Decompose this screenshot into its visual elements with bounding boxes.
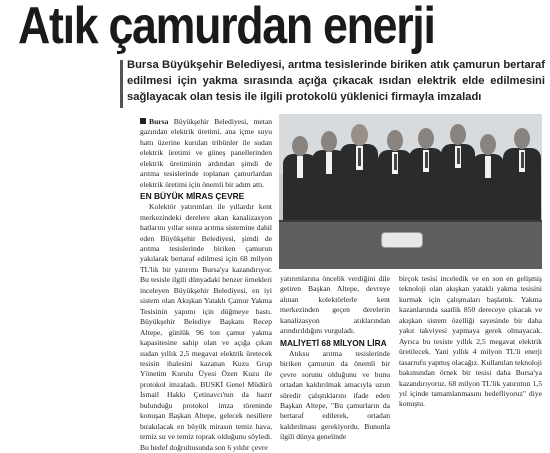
column-1-body: Kolektör yatırımları ile yıllardır kent merkezindeki derelere akan kanalizasyon hatlarını yıllar sonra arıtma sistemine dahil eden Büyükşehir Belediyesi, şimdi de arıtma tesislerinde biriken çamurun yakılarak bertaraf edilmesi için 68 milyon TL'lik bir yatırımı Bursa'ya kazandırıyor. Bu tesisle ilgili dünyadaki benzer örnekleri inceleyen Büyükşehir Belediyesi, en iyi sistem olan Akışkan Yataklı Çamur Yakma Tesisinin yapımı için düğmeye bastı. Büyükşehir Belediye Başkanı Recep Altepe, günlük 96 ton çamur yakma kapasitesine sahip olan ve açığa çıkan ısıdan yıllık 2,5 megavat elektrik üretecek tesisin ihalesini kazanan Kuzu Grup Yönetim Kurulu Üyesi Özen Kuzu ile protokol imzaladı. BUSKİ Genel Müdürü İsmail Hakkı Çetinavcı'nın da hazır bulunduğu protokol imza töreninde konuşan Başkan Altepe, gelecek nesillere bırakılacak en büyük mirasın temiz hava, temiz su ve temiz toprak olduğunu söyledi. Bu hedef doğrultusunda son 6 yıldır çevre	[140, 202, 272, 452]
article-column-3	[399, 274, 542, 409]
subheading-miras: EN BÜYÜK MİRAS ÇEVRE	[140, 191, 245, 202]
intro-bold: Bursa	[149, 117, 169, 126]
lead-paragraph: Bursa Büyükşehir Belediyesi, arıtma tesislerinde biriken atık çamurun bertaraf edilmesi için yakma sırasında açığa çıkacak ısıdan elektrik elde edilmesini sağlayacak olan tesis ile ilgili protokolü yüklenici firmayla imzaladı	[127, 59, 545, 104]
column-2-body-2: Atıksu arıtma tesislerinde biriken çamurun da önemli bir çevre sorunu olduğunu ve bunu ortadan kaldırılmak amacıyla uzun süredir çalıştıklarını ifade eden Başkan Altepe, "Bu çamurların da bertaraf edilerek, ortadan kaldırılması gerekiyordu. Bununla ilgili dünya genelinde	[280, 348, 390, 442]
intro-text: Büyükşehir Belediyesi, metan gazından elektrik üretimi, ana içme suyu hattı üzerine kurulan tribünler ile sudan elektrik üretimi ve güneş panellerinden elektrik üretiminin ardından şimdi de arıtma tesislerinde toplanan çamurlardan elektrik üretimi için önemli bir adım attı.	[140, 117, 272, 189]
article-column-1	[140, 117, 272, 452]
lead-accent-bar	[120, 60, 123, 108]
phone-icon	[381, 232, 423, 248]
ceremony-photo	[279, 114, 542, 269]
headline: Atık çamurdan enerji	[18, 0, 435, 55]
bullet-square-icon	[140, 118, 146, 124]
subheading-maliyet: MALİYETİ 68 MİLYON LİRA	[280, 337, 387, 348]
article-column-2	[280, 274, 390, 442]
intro-paragraph	[140, 117, 272, 190]
column-3-body: birçok tesisi inceledik ve en son en gelişmiş teknoloji olan akışkan yataklı yakma tesisini kurmak için çalışmaları başlattık. Yakma kazanlarında saatlik 850 dereceye çıkacak ve akışkan sistem özelliği sayesinde bir daha yakıt takviyesi yapmaya gerek olmayacak. Ayrıca bu tesiste yıllık 2,5 megavat elektrik üretilecek. Yani yıllık 4 milyon TL'li enerji tasarrufu yapmış olacağız. Kullanılan teknoloji bakımından örnek bir tesisi daha Bursa'ya kazandırıyoruz. 68 milyon TL'lik yatırımın 1,5 yıl içinde tamamlanmasını hedefliyoruz" diye konuştu.	[399, 274, 542, 409]
column-2-body-1: yatırımlarına öncelik verdiğini dile getiren Başkan Altepe, devreye alınan kolektörlerle kent merkezinden geçen derelerin kanalizasyon atıklarından arındırıldığını vurguladı.	[280, 274, 390, 336]
